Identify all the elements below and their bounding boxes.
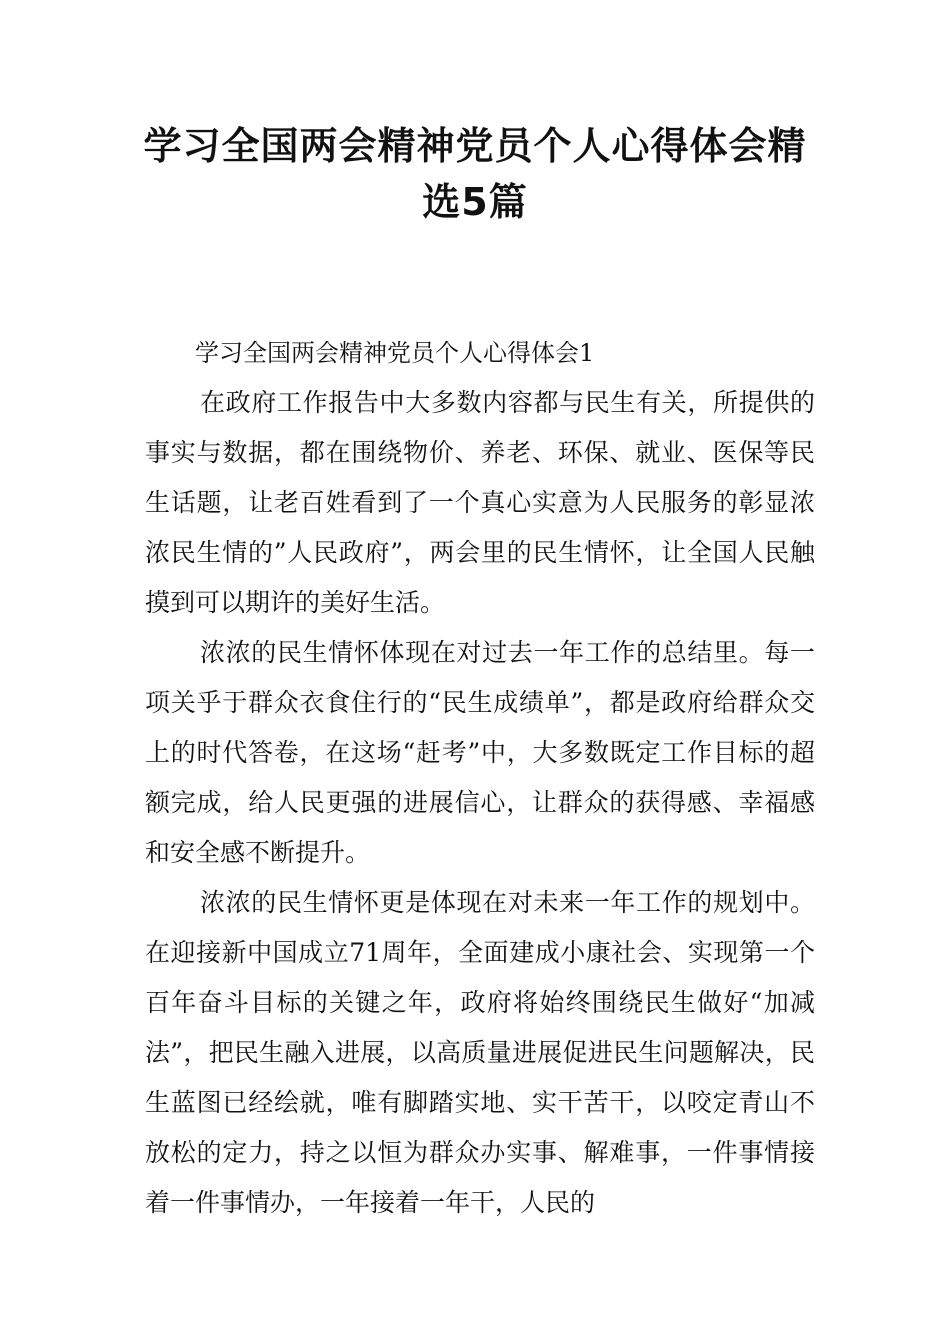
title-line-1: 学习全国两会精神党员个人心得体会精 bbox=[143, 124, 807, 168]
paragraph-2: 浓浓的民生情怀体现在对过去一年工作的总结里。每一项关乎于群众衣食住行的“民生成绩单”，都是政府给群众交上的时代答卷，在这场“赶考”中，大多数既定工作目标的超额完成，给人民更强的进展信心，让群众的获得感、幸福感和安全感不断提升。 bbox=[145, 638, 815, 867]
title-line-2: 选5篇 bbox=[422, 180, 528, 224]
paragraph-3: 浓浓的民生情怀更是体现在对未来一年工作的规划中。在迎接新中国成立71周年，全面建成小康社会、实现第一个百年奋斗目标的关键之年，政府将始终围绕民生做好“加减法”，把民生融入进展，以高质量进展促进民生问题解决，民生蓝图已经绘就，唯有脚踏实地、实干苦干，以咬定青山不放松的定力，持之以恒为群众办实事、解难事，一件事情接着一件事情办，一年接着一年干，人民的 bbox=[145, 888, 815, 1217]
document-body bbox=[145, 328, 815, 1228]
paragraph-1: 在政府工作报告中大多数内容都与民生有关，所提供的事实与数据，都在围绕物价、养老、环保、就业、医保等民生话题，让老百姓看到了一个真心实意为人民服务的彰显浓浓民生情的”人民政府”，两会里的民生情怀，让全国人民触摸到可以期许的美好生活。 bbox=[145, 388, 815, 617]
section-heading: 学习全国两会精神党员个人心得体会1 bbox=[195, 339, 595, 367]
document-title bbox=[100, 118, 850, 230]
